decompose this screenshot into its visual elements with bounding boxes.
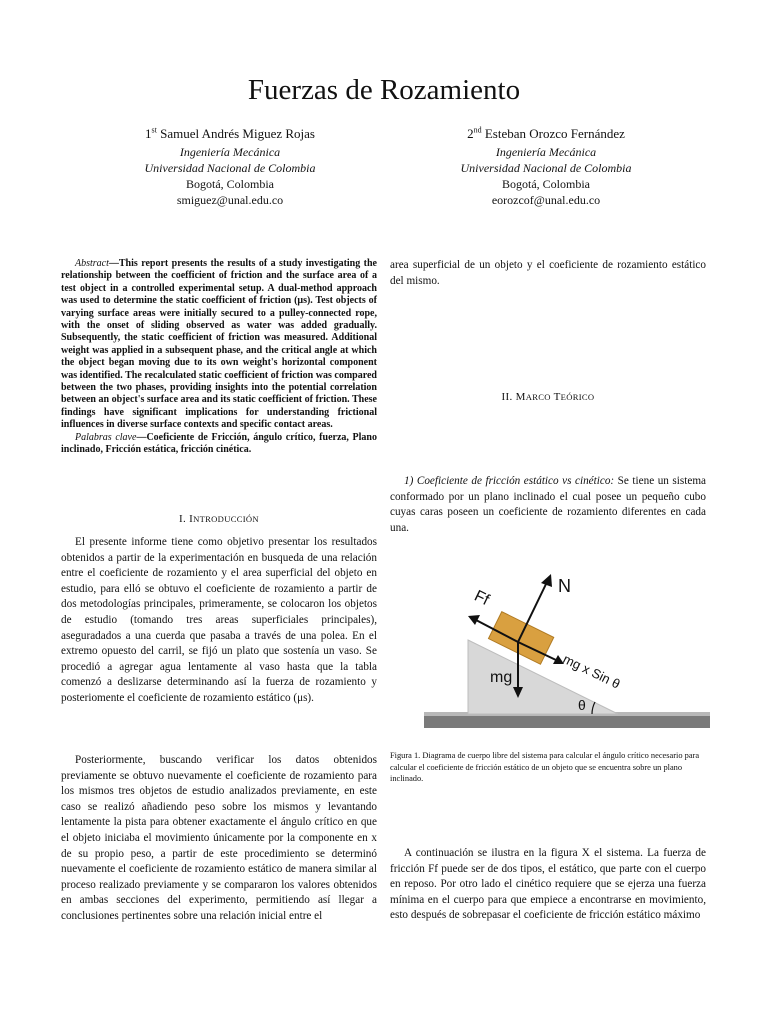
right-paragraph-3: A continuación se ilustra en la figura X el sistema. La fuerza de fricción Ff puede ser de dos tipos, el estático, que parte con el cuerpo en reposo. Por otro lado el cinético requiere que se ejerza una fuerza mínima en el cuerpo para que empiece a encontrarse en movimiento, esto después de sobrepasar el coeficiente de fricción estático máximo bbox=[390, 847, 706, 922]
paper-title: Fuerzas de Rozamiento bbox=[247, 74, 521, 106]
figure-caption: Figura 1. Diagrama de cuerpo libre del sistema para calcular el ángulo crítico necesario para calcular el coeficiente de fricción estático de un objeto que se encuentra sobre un plano inclinado. bbox=[390, 751, 700, 784]
keywords bbox=[61, 432, 377, 457]
author-uni-2: Universidad Nacional de Colombia bbox=[460, 161, 632, 175]
section-heading-marco-teorico bbox=[390, 390, 706, 406]
author-email-2: eorozcof@unal.edu.co bbox=[491, 193, 601, 207]
author-name-text-2: Esteban Orozco Fernández bbox=[484, 126, 625, 141]
author-ordinal-1: 1 bbox=[145, 126, 152, 141]
keywords-label: Palabras clave bbox=[75, 431, 137, 443]
author-email-1: smiguez@unal.edu.co bbox=[176, 193, 284, 207]
author-ordinal-sup-1: st bbox=[151, 125, 157, 135]
author-dept-2: Ingeniería Mecánica bbox=[495, 145, 597, 159]
right-paragraph-1: area superficial de un objeto y el coeficiente de rozamiento estático del mismo. bbox=[390, 259, 706, 287]
author-city-2: Bogotá, Colombia bbox=[502, 177, 590, 191]
abstract-label: Abstract bbox=[75, 258, 109, 269]
section-rest-1: NTRODUCCIÓN bbox=[193, 514, 259, 524]
author-name-2 bbox=[396, 126, 696, 142]
label-n: N bbox=[558, 576, 571, 596]
section-num-2: II. bbox=[501, 391, 513, 403]
subsection-label: 1) Coeficiente de fricción estático vs cinético: bbox=[404, 475, 615, 487]
subsection-paragraph bbox=[390, 474, 706, 536]
section-first-letter-2a: M bbox=[515, 391, 526, 403]
intro-paragraph-1: El presente informe tiene como objetivo presentar los resultados obtenidos a partir de la experimentación en busqueda de una relación entre el coeficiente de rozamiento y el area superficial del objeto en estudio, para elló se obtuvo el coeficiente de rozamiento a partir de dos metodologías principales, primeramente, se colocaron los objetos de estudio (tomando tres areas superficiales principales), aseguradados a una cuerda que pasaba a través de una polea. En el extremo opuesto del carril, se fijó un plato que sostenía un vaso. Se procedió a agregar agua lentamente al vaso hasta que la tabla comenzó a deslizarse determinando así la fuerza de rozamiento y posteriomente el coeficiente de rozamiento estático (μs). bbox=[61, 536, 377, 704]
author-block-2 bbox=[396, 126, 696, 208]
author-city-1: Bogotá, Colombia bbox=[186, 177, 274, 191]
section-first-letter-1: I bbox=[189, 513, 194, 525]
section-rest-2a: ARCO bbox=[525, 392, 551, 402]
author-ordinal-2: 2 bbox=[467, 126, 474, 141]
section-num-1: I. bbox=[179, 513, 187, 525]
keywords-text: —Coeficiente de Fricción, ángulo crítico, fuerza, Plano inclinado, Fricción estática, fricción cinética. bbox=[61, 431, 377, 456]
author-name-1 bbox=[80, 126, 380, 142]
abstract-block bbox=[61, 258, 377, 457]
label-mg-sin: mg x Sin θ bbox=[560, 651, 623, 692]
intro-paragraph-2: Posteriormente, buscando verificar los datos obtenidos previamente se obtuvo nuevamente el coeficiente de rozamiento para los mismos tres objetos de estudio analizados previamente, en este caso se realizó añadiendo peso sobre los mismos y levantando lentamente la pista para obtener exactamente el ángulo crítico en que el objeto iniciaba el movimiento únicamente por la componente en x de su propio peso, a partir de este procedimiento se determinó nuevamente el coeficiente de rozamiento estático de manera similar al proceso realizado previamente y se compararon los valores obtenidos en ambas secciones del experimento, permitiendo así llegar a conclusiones pertinentes sobre una relación inicial entre el bbox=[61, 754, 377, 922]
abstract bbox=[61, 258, 377, 432]
label-mg: mg bbox=[490, 669, 513, 686]
ground-shadow bbox=[424, 714, 710, 728]
subsection-text: Se tiene un sistema conformado por un plano inclinado el cual posee un pequeño cubo cuyas caras poseen un coeficiente de rozamiento diferentes en cada una. bbox=[390, 475, 706, 534]
label-ff: Ff bbox=[471, 587, 492, 610]
author-block-1 bbox=[80, 126, 380, 208]
abstract-text: —This report presents the results of a study investigating the relationship between the coefficient of friction and the surface area of a test object in a controlled experimental setup. A dual-method approach was used to determine the static coefficient of friction (μs). Test objects of varying surface areas were initially secured to a pulley-connected rope, with the onset of sliding observed as water was added gradually. Subsequently, the static coefficient of friction was measured. Additional weight was applied in a subsequent phase, and the critical angle at which the object began moving due to its own weight's horizontal component was identified. The recalculated static coefficient of friction was compared between the two phases, providing insights into the potential correlation between an object's surface area and its static coefficient of friction. These findings have significant implications for understanding frictional influences in diverse surface contexts and specific contact areas. bbox=[61, 258, 377, 431]
author-dept-1: Ingeniería Mecánica bbox=[179, 145, 281, 159]
author-name-text-1: Samuel Andrés Miguez Rojas bbox=[160, 126, 315, 141]
author-ordinal-sup-2: nd bbox=[473, 125, 482, 135]
friction-arrowhead bbox=[468, 615, 480, 625]
section-first-letter-2b: T bbox=[553, 391, 561, 403]
label-theta: θ bbox=[578, 697, 586, 713]
section-heading-introduccion bbox=[61, 512, 377, 528]
free-body-diagram bbox=[424, 560, 710, 736]
section-rest-2b: EÓRICO bbox=[560, 392, 595, 402]
author-uni-1: Universidad Nacional de Colombia bbox=[144, 161, 316, 175]
